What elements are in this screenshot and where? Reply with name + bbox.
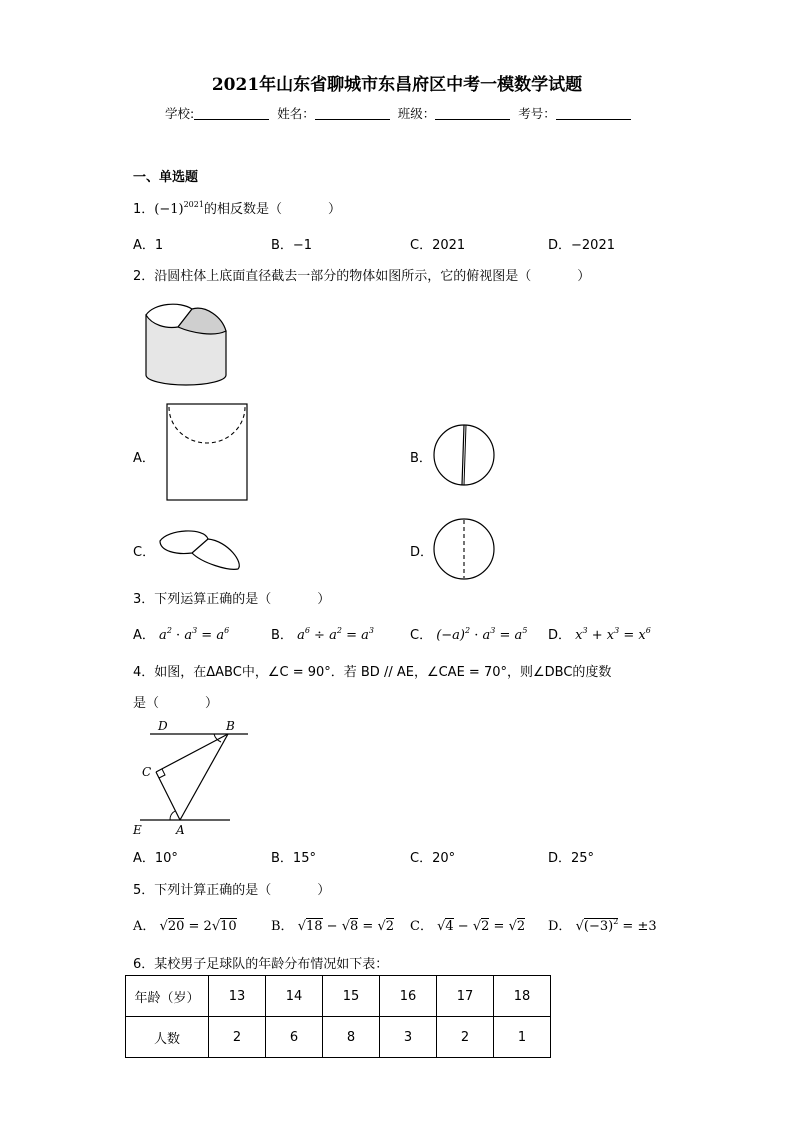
q2-text: 2．沿圆柱体上底面直径截去一部分的物体如图所示，它的俯视图是（ xyxy=(133,269,532,284)
question-4-line-2 xyxy=(133,692,218,711)
sqrt-icon: √ xyxy=(377,919,386,934)
q2-option-c-figure[interactable] xyxy=(158,527,244,573)
q2-option-d-label[interactable]: D． xyxy=(410,545,434,560)
label-A: A xyxy=(176,823,185,837)
question-3 xyxy=(133,588,330,607)
q4-close: ） xyxy=(205,696,219,711)
q5-option-a[interactable]: A． √20 = 2√10 xyxy=(133,919,237,934)
age-distribution-table xyxy=(125,975,551,1058)
school-label: 学校: xyxy=(165,106,195,121)
label-B: B xyxy=(226,719,235,733)
table-row xyxy=(126,976,551,1017)
table-cell: 3 xyxy=(380,1017,437,1058)
q1-option-a[interactable]: A．1 xyxy=(133,238,164,253)
sqrt-icon: √ xyxy=(211,919,221,934)
sqrt-icon: √ xyxy=(472,919,482,934)
q3-b-label: B． xyxy=(271,628,293,643)
q3-option-b[interactable]: B． $a^6 \div a^2 = a^3$ xyxy=(271,626,374,643)
q1-base: (−1) xyxy=(154,202,184,217)
table-header-cell: 年龄（岁） xyxy=(126,976,209,1017)
cut-cylinder-figure xyxy=(140,297,230,389)
question-4-line-1: 4．如图，在ΔABC中，∠C = 90°．若 BD // AE，∠CAE = 70°，则∠DBC的度数 xyxy=(133,665,612,680)
sqrt-icon: √ xyxy=(297,919,306,934)
table-cell: 6 xyxy=(266,1017,323,1058)
q3-close: ） xyxy=(317,592,331,607)
q1-exponent: 2021 xyxy=(183,200,204,209)
q5-option-b[interactable]: B． √18 − √8 = √2 xyxy=(271,919,395,934)
q2-option-a-figure[interactable] xyxy=(166,403,250,503)
table-row xyxy=(126,1017,551,1058)
q2-option-c-label[interactable]: C． xyxy=(133,545,156,560)
name-label: 姓名： xyxy=(277,106,315,121)
q1-option-b[interactable]: B．−1 xyxy=(271,238,313,253)
sqrt-icon: √ xyxy=(575,919,584,934)
question-1 xyxy=(133,198,341,217)
q1-number: 1． xyxy=(133,202,155,217)
table-cell: 8 xyxy=(323,1017,380,1058)
table-cell: 13 xyxy=(209,976,266,1017)
section-title: 一、单选题 xyxy=(133,170,199,185)
q5-close: ） xyxy=(317,883,331,898)
q4-option-a[interactable]: A．10° xyxy=(133,851,178,866)
q5-d-label: D． xyxy=(548,919,572,934)
triangle-parallel-lines-figure xyxy=(130,714,250,840)
page-title: 2021年山东省聊城市东昌府区中考一模数学试题 xyxy=(211,75,583,95)
school-blank[interactable] xyxy=(194,119,269,120)
class-blank[interactable] xyxy=(435,119,510,120)
label-D: D xyxy=(158,719,168,733)
q3-text: 3．下列运算正确的是（ xyxy=(133,592,272,607)
q2-option-b-figure[interactable] xyxy=(432,424,498,488)
q4-option-b[interactable]: B．15° xyxy=(271,851,316,866)
sqrt-icon: √ xyxy=(159,919,168,934)
q3-c-label: C． xyxy=(410,628,433,643)
q5-option-d[interactable]: D． $√(-3)^2 = \pm 3$ xyxy=(548,917,657,934)
q4-line2-text: 是（ xyxy=(133,696,160,711)
q3-option-a[interactable]: A． $a^2 \cdot a^3 = a^6$ xyxy=(133,626,230,643)
q4-option-d[interactable]: D．25° xyxy=(548,851,595,866)
q2-option-b-label[interactable]: B． xyxy=(410,451,432,466)
table-cell: 18 xyxy=(494,976,551,1017)
q3-option-d[interactable]: D． $x^3 + x^3 = x^6$ xyxy=(548,626,651,643)
table-cell: 2 xyxy=(437,1017,494,1058)
name-blank[interactable] xyxy=(315,119,390,120)
q3-option-c[interactable]: C． $(-a)^2 \cdot a^3 = a^5$ xyxy=(410,626,528,643)
q5-text: 5．下列计算正确的是（ xyxy=(133,883,272,898)
table-cell: 16 xyxy=(380,976,437,1017)
q2-option-d-figure[interactable] xyxy=(432,518,498,582)
table-header-cell: 人数 xyxy=(126,1017,209,1058)
question-6: 6．某校男子足球队的年龄分布情况如下表： xyxy=(133,957,389,972)
q1-close: ） xyxy=(327,202,341,217)
q4-option-c[interactable]: C．20° xyxy=(410,851,456,866)
question-5 xyxy=(133,879,330,898)
exam-no-label: 考号： xyxy=(518,106,556,121)
sqrt-icon: √ xyxy=(341,919,351,934)
table-cell: 2 xyxy=(209,1017,266,1058)
table-cell: 15 xyxy=(323,976,380,1017)
q3-d-label: D． xyxy=(548,628,572,643)
table-cell: 14 xyxy=(266,976,323,1017)
exam-no-blank[interactable] xyxy=(556,119,631,120)
q5-a-label: A． xyxy=(133,919,156,934)
q5-c-label: C． xyxy=(410,919,433,934)
q1-text: 的相反数是（ xyxy=(203,202,282,217)
label-C: C xyxy=(142,765,152,779)
class-label: 班级： xyxy=(397,106,436,121)
sqrt-icon: √ xyxy=(508,919,517,934)
sqrt-icon: √ xyxy=(437,919,446,934)
q2-option-a-label[interactable]: A． xyxy=(133,451,155,466)
q3-a-label: A． xyxy=(133,628,155,643)
q1-option-d[interactable]: D．−2021 xyxy=(548,238,615,253)
q5-b-label: B． xyxy=(271,919,294,934)
table-cell: 1 xyxy=(494,1017,551,1058)
q5-option-c[interactable]: C． √4 − √2 = √2 xyxy=(410,919,526,934)
table-cell: 17 xyxy=(437,976,494,1017)
q2-close: ） xyxy=(577,269,591,284)
question-2 xyxy=(133,265,590,284)
q1-option-c[interactable]: C．2021 xyxy=(410,238,466,253)
label-E: E xyxy=(133,823,142,837)
student-info-line xyxy=(165,104,635,122)
